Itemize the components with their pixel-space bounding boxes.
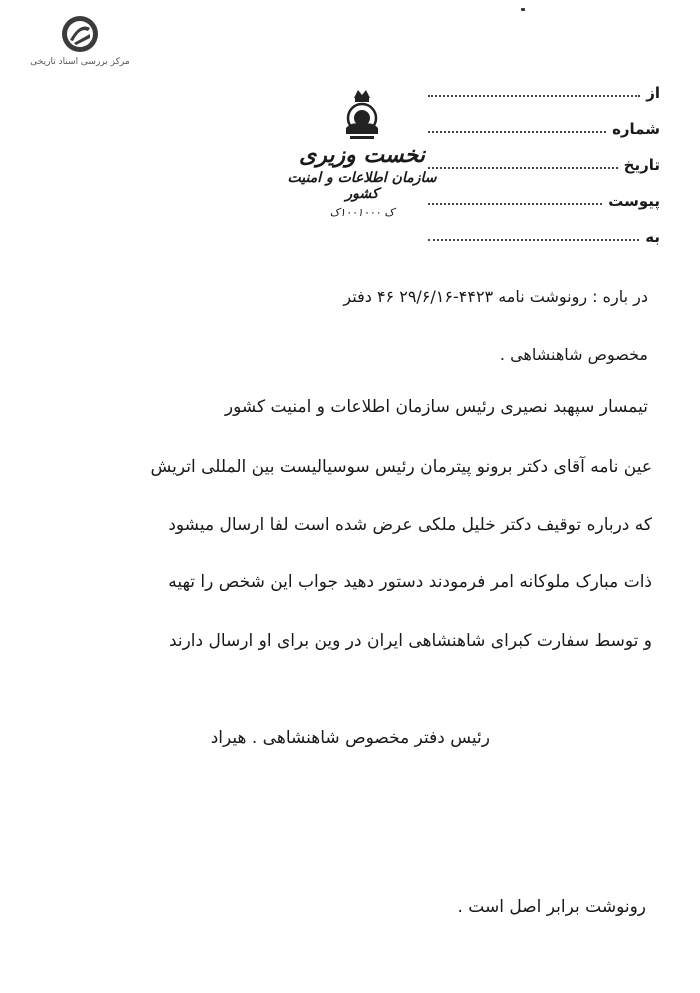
field-from-label: از — [646, 84, 660, 102]
field-attachment-dots — [428, 203, 602, 205]
field-number-label: شماره — [612, 120, 660, 138]
field-to-dots — [428, 239, 639, 241]
body-line: عین نامه آقای دکتر برونو پیترمان رئیس سوسیالیست بین المللی اتریش — [150, 457, 652, 477]
body-line: و توسط سفارت کبرای شاهنشاهی ایران در وین برای او ارسال دارند — [168, 631, 652, 651]
field-from-dots — [428, 95, 640, 97]
field-date — [420, 152, 660, 174]
scan-mark — [521, 8, 525, 11]
lion-and-sun-emblem-icon — [332, 84, 392, 144]
subject-line-continued: مخصوص شاهنشاهی . — [499, 345, 648, 364]
field-from — [420, 80, 660, 102]
letterhead — [282, 84, 442, 219]
field-attachment-label: پیوست — [608, 192, 660, 210]
field-to-label: به — [645, 228, 660, 246]
field-number-dots — [428, 131, 606, 133]
org-name-line2: سازمان اطلاعات و امنیت کشور — [287, 170, 437, 202]
reference-code: ک ۱۰۰۱۰۰۰ک — [329, 206, 395, 219]
body-line: ذات مبارک ملوکانه امر فرمودند دستور دهید جواب این شخص را تهیه — [168, 572, 652, 592]
field-to — [420, 224, 660, 246]
watermark — [28, 14, 132, 67]
certification-note: رونوشت برابر اصل است . — [457, 897, 646, 917]
body-line: تیمسار سپهبد نصیری رئیس سازمان اطلاعات و امنیت کشور — [224, 397, 648, 417]
field-date-label: تاریخ — [623, 156, 660, 174]
field-date-dots — [428, 167, 618, 169]
field-number — [420, 116, 660, 138]
watermark-text: مرکز بررسی اسناد تاریخی — [30, 57, 130, 67]
org-name-line1: نخست وزیری — [299, 142, 425, 168]
signature-line: رئیس دفتر مخصوص شاهنشاهی . هیراد — [210, 728, 490, 748]
subject-line: در باره : رونوشت نامه ۴۴۲۳-۲۹/۶/۱۶ ۴۶ دفتر — [343, 287, 648, 306]
archive-logo-icon — [60, 14, 100, 54]
body-line: که درباره توقیف دکتر خلیل ملکی عرض شده است لفا ارسال میشود — [168, 515, 652, 535]
field-attachment — [420, 188, 660, 210]
